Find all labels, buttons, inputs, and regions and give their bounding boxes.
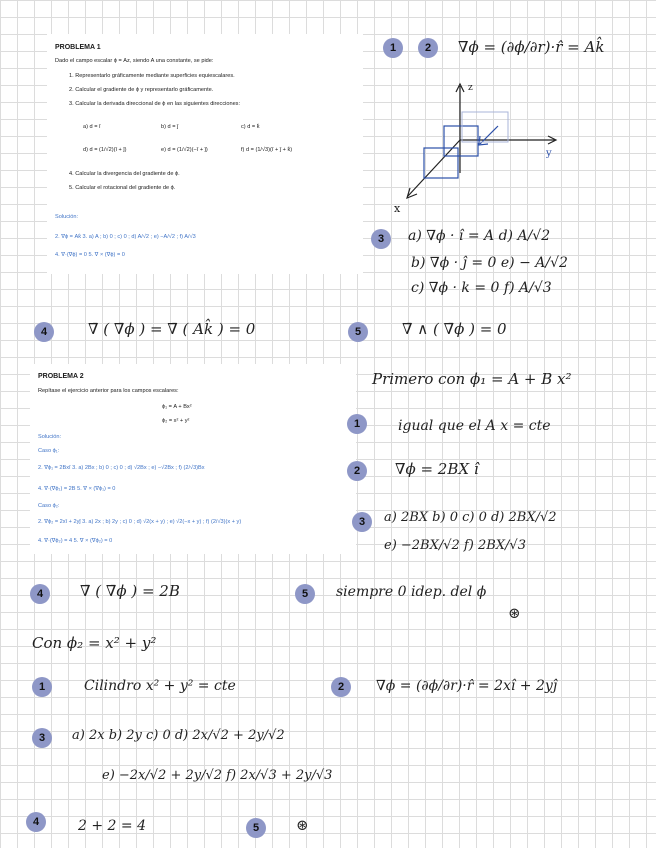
- problem1-intro: Dado el campo escalar ϕ = Az, siendo A una constante, se pide:: [55, 58, 214, 64]
- problem1-solution-line2: 4. ∇·(∇ϕ) = 0 5. ∇ × (∇ϕ) = 0: [55, 252, 125, 258]
- asterisk-circle-mark: ⊛: [508, 604, 521, 622]
- p3-surfaces: Cilindro x² + y² = cte: [84, 678, 236, 694]
- step-badge-2: 2: [418, 38, 438, 58]
- p1-directional-row3: c) ∇ϕ · k = 0 f) A/√3: [411, 280, 552, 296]
- p2-divergence: ∇̄ ( ∇̄ϕ ) = 2B: [80, 582, 180, 600]
- problem2-case1-line2: 4. ∇·(∇ϕ₁) = 2B 5. ∇ × (∇ϕ₁) = 0: [38, 486, 116, 492]
- problem2-intro: Repítase el ejercicio anterior para los campos escalares:: [38, 388, 179, 394]
- step-badge-3: 3: [371, 229, 391, 249]
- p1-directional-row1: a) ∇ϕ · î = A d) A/√2: [408, 228, 551, 244]
- p2-directional-row2: e) −2BX/√2 f) 2BX/√3: [384, 538, 526, 553]
- y-axis-label: y: [546, 148, 552, 159]
- con-phi2-heading: Con ϕ₂ = x² + y²: [32, 634, 157, 652]
- step-badge-2: 2: [331, 677, 351, 697]
- step-badge-1: 1: [347, 414, 367, 434]
- gradient-arrow: [480, 126, 498, 144]
- p3-divergence: 2 + 2 = 4: [78, 818, 146, 834]
- direction-b: b) d = ĵ: [161, 124, 179, 130]
- z-axis-label: z: [468, 83, 473, 93]
- p1-gradient: ∇ϕ = (∂ϕ/∂r)·r̂ = Ak̂: [458, 38, 605, 56]
- step-badge-4: 4: [26, 812, 46, 832]
- problem2-solution-label: Solución:: [38, 434, 62, 440]
- step-badge-1: 1: [32, 677, 52, 697]
- direction-a: a) d = î: [83, 124, 101, 130]
- x-axis-arrowhead: [407, 188, 417, 198]
- problem1-title: PROBLEMA 1: [55, 44, 101, 51]
- step-badge-3: 3: [32, 728, 52, 748]
- step-badge-3: 3: [352, 512, 372, 532]
- step-badge-5: 5: [246, 818, 266, 838]
- step-badge-5: 5: [348, 322, 368, 342]
- coordinate-axes-sketch: [380, 78, 580, 218]
- problem2-panel: [30, 364, 356, 554]
- problem2-case2-line2: 4. ∇·(∇ϕ₂) = 4 5. ∇ × (∇ϕ₂) = 0: [38, 538, 113, 544]
- problem1-solution-line1: 2. ∇ϕ = Ak̂ 3. a) A ; b) 0 ; c) 0 ; d) A/√2 ; e) −A/√2 ; f) A/√3: [55, 234, 196, 240]
- step-badge-5: 5: [295, 584, 315, 604]
- p3-directional-row1: a) 2x b) 2y c) 0 d) 2x/√2 + 2y/√2: [72, 728, 285, 743]
- problem1-solution-label: Solución:: [55, 214, 79, 220]
- problem2-case1-line1: 2. ∇ϕ₁ = 2Bxî 3. a) 2Bx ; b) 0 ; c) 0 ; d) √2Bx ; e) −√2Bx ; f) (2/√3)Bx: [38, 465, 205, 471]
- problem2-field-2: ϕ₂ = x² + y²: [162, 418, 190, 424]
- step-badge-4: 4: [34, 322, 54, 342]
- problem1-panel: [47, 34, 363, 274]
- p2-surfaces: igual que el A x = cte: [398, 418, 551, 434]
- problem2-case2-label: Caso ϕ₂:: [38, 503, 60, 509]
- p3-curl-mark: ⊛: [296, 816, 309, 834]
- problem1-item-5: 5. Calcular el rotacional del gradiente de ϕ.: [69, 185, 176, 191]
- direction-f: f) d = (1/√3)(î + ĵ + k̂): [241, 147, 293, 153]
- direction-e: e) d = (1/√2)(−î + ĵ): [161, 147, 208, 153]
- problem2-field-1: ϕ₁ = A + Bx²: [162, 404, 192, 410]
- p1-curl: ∇̄ ∧ ( ∇̄ϕ ) = 0: [402, 320, 507, 338]
- plane-shadow: [462, 112, 508, 142]
- problem2-case1-label: Caso ϕ₁:: [38, 448, 60, 454]
- problem1-item-1: 1. Representarlo gráficamente mediante superficies equiescalares.: [69, 73, 235, 79]
- p2-curl-note: siempre 0 idep. del ϕ: [336, 584, 487, 600]
- problem1-item-3: 3. Calcular la derivada direccional de ϕ en las siguientes direcciones:: [69, 101, 241, 107]
- step-badge-1: 1: [383, 38, 403, 58]
- p3-directional-row2: e) −2x/√2 + 2y/√2 f) 2x/√3 + 2y/√3: [102, 768, 333, 783]
- p1-divergence: ∇̄ ( ∇̄ϕ ) = ∇̄ ( Ak̂ ) = 0: [88, 320, 256, 338]
- primero-heading: Primero con ϕ₁ = A + B x²: [372, 370, 572, 388]
- p2-directional-row1: a) 2BX b) 0 c) 0 d) 2BX/√2: [384, 510, 557, 525]
- x-axis-label: x: [394, 202, 401, 215]
- direction-d: d) d = (1/√2)(î + ĵ): [83, 147, 127, 153]
- step-badge-2: 2: [347, 461, 367, 481]
- direction-c: c) d = k̂: [241, 124, 260, 130]
- problem1-item-2: 2. Calcular el gradiente de ϕ y representarlo gráficamente.: [69, 87, 214, 93]
- step-badge-4: 4: [30, 584, 50, 604]
- problem1-item-4: 4. Calcular la divergencia del gradiente de ϕ.: [69, 171, 180, 177]
- p2-gradient: ∇ϕ = 2BX î: [395, 460, 479, 478]
- problem2-case2-line1: 2. ∇ϕ₂ = 2xî + 2yĵ 3. a) 2x ; b) 2y ; c) 0 ; d) √2(x + y) ; e) √2(−x + y) ; f) (2/√3)(x + y): [38, 519, 242, 525]
- p3-gradient: ∇ϕ = (∂ϕ/∂r)·r̂ = 2xî + 2yĵ: [376, 678, 558, 694]
- p1-directional-row2: b) ∇ϕ · ĵ = 0 e) − A/√2: [411, 255, 568, 271]
- problem2-title: PROBLEMA 2: [38, 373, 84, 380]
